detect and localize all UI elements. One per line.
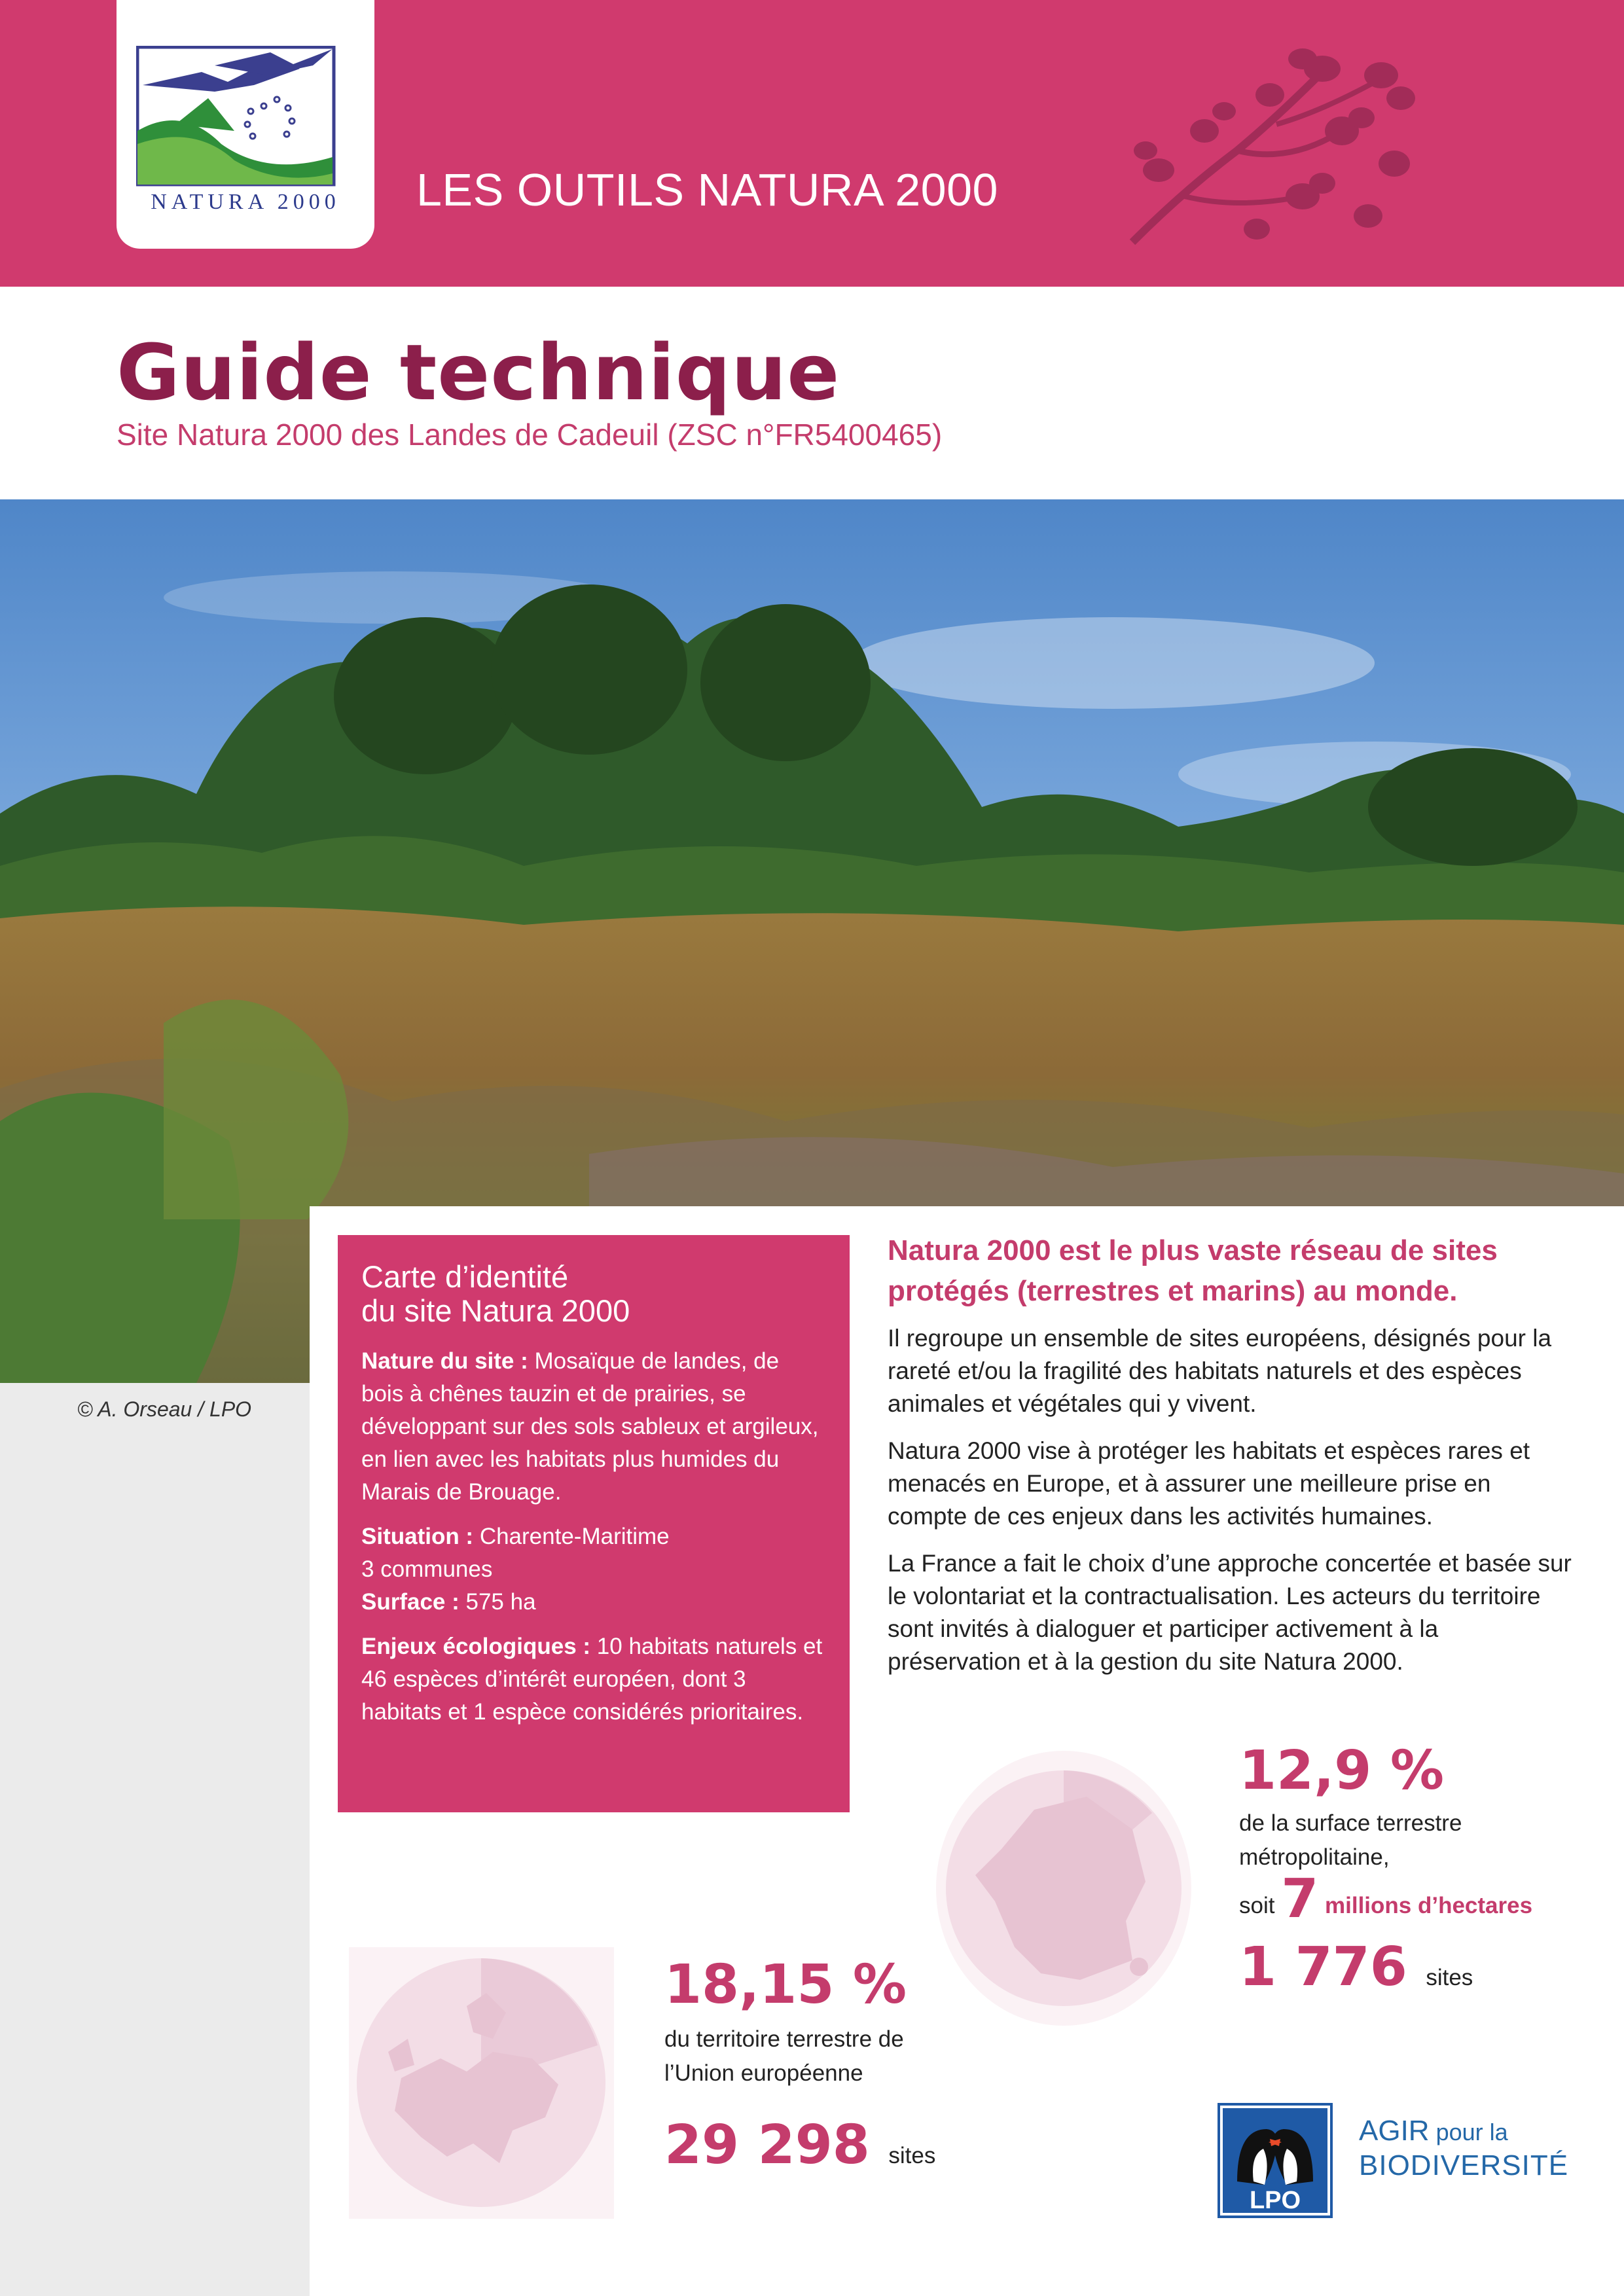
enjeux-label: Enjeux écologiques : [361,1634,591,1659]
agir-small: pour la [1429,2119,1508,2145]
site-nature [361,1345,826,1509]
surface-label: Surface : [361,1589,460,1615]
nature-text: Mosaïque de landes, de bois à chênes tauzin et de prairies, se développant sur des sols sableux et argileux, en lien avec les habitats plus humides du Marais de Brouage. [361,1348,819,1505]
site-surface [361,1586,826,1619]
europe-sites-number: 29 298 [664,2114,870,2176]
europe-map-graphic [349,1947,614,2219]
intro-paragraph-1: Il regroupe un ensemble de sites européens, désignés pour la rareté et/ou la fragilité des habitats naturels et des espèces animales et végétales qui y vivent. [888,1325,1552,1417]
page-title: Guide technique [117,327,840,418]
intro-body [888,1322,1575,1693]
enjeux-text: 10 habitats naturels et 46 espèces d’intérêt européen, dont 3 habitats et 1 espèce considérés prioritaires. [361,1634,823,1725]
site-situation [361,1520,826,1553]
lpo-text: LPO [1249,2187,1301,2214]
site-communes: 3 communes [361,1556,493,1582]
surface-text: 575 ha [459,1589,536,1615]
europe-desc [664,2022,931,2090]
france-map-graphic [936,1751,1191,2026]
situation-label: Situation : [361,1524,474,1549]
europe-desc-line2: l’Union européenne [664,2060,863,2086]
europe-percent: 18,15 % [664,1954,907,2016]
france-desc-line1: de la surface terrestre [1239,1810,1462,1836]
intro-paragraph-2: Natura 2000 vise à protéger les habitats et espèces rares et menacés en Europe, et à assurer une meilleure prise en compte de ces enjeux dans les activités humaines. [888,1437,1530,1530]
intro-paragraph-3: La France a fait le choix d’une approche concertée et basée sur le volontariat et la contractualisation. Les acteurs du territoire sont invités à dialoguer et participer activement à la préservation et à la gestion du site Natura 2000. [888,1550,1572,1675]
grey-side-band [0,1383,310,2296]
france-map-icon [936,1751,1191,2026]
identity-title-line2: du site Natura 2000 [361,1293,630,1328]
france-sites-label: sites [1426,1965,1473,1990]
europe-desc-line1: du territoire terrestre de [664,2026,904,2052]
site-enjeux [361,1630,826,1729]
europe-map-icon [349,1947,614,2219]
nature-label: Nature du site : [361,1348,528,1374]
natura-logo-icon [136,46,355,190]
agir-big: AGIR [1359,2115,1430,2147]
photo-credit: © A. Orseau / LPO [77,1397,252,1421]
series-title: LES OUTILS NATURA 2000 [416,164,998,215]
site-identity-card [338,1235,850,1812]
france-desc-line2: métropolitaine, [1239,1844,1390,1870]
france-percent: 12,9 % [1239,1740,1445,1802]
page-subtitle: Site Natura 2000 des Landes de Cadeuil (ZSC n°FR5400465) [117,418,943,452]
lpo-logo [1218,2103,1333,2218]
agir-line [1359,2114,1568,2149]
soit-label: soit [1239,1893,1275,1918]
france-hectares [1239,1868,1533,1932]
biodiversite-text: BIODIVERSITÉ [1359,2149,1569,2181]
europe-sites-label: sites [888,2143,936,2168]
france-sites-number: 1 776 [1239,1936,1407,1998]
natura-2000-logo [117,0,374,249]
identity-card-title [361,1260,826,1328]
logo-text: NATURA 2000 [151,190,340,214]
identity-title-line1: Carte d’identité [361,1259,569,1294]
hectares-label: millions d’hectares [1325,1893,1533,1918]
situation-text: Charente-Maritime [473,1524,670,1549]
hectares-number: 7 [1281,1868,1319,1930]
france-desc [1239,1806,1462,1874]
intro-heading: Natura 2000 est le plus vaste réseau de sites protégés (terrestres et marins) au monde. [888,1234,1498,1307]
europe-sites [664,2114,935,2176]
agir-biodiversite-logo [1359,2114,1568,2182]
france-sites [1239,1936,1473,1998]
heather-flower-icon [1106,33,1434,255]
